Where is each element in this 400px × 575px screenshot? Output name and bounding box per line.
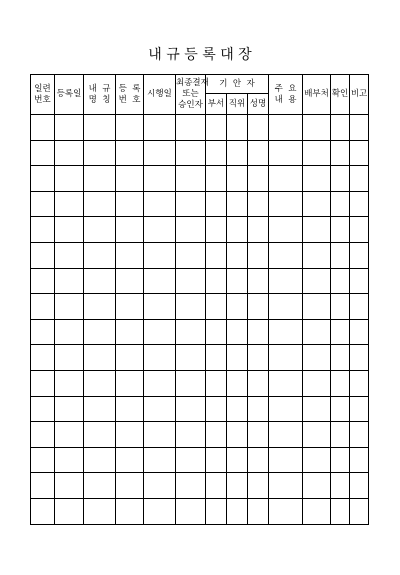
table-cell[interactable] (116, 166, 144, 192)
header-reg-no-line1: 등 록 (118, 83, 141, 94)
table-cell[interactable] (350, 140, 369, 166)
table-cell[interactable] (227, 242, 248, 268)
table-row (31, 217, 369, 243)
table-cell[interactable] (331, 217, 350, 243)
table-cell[interactable] (269, 422, 303, 448)
table-cell[interactable] (303, 268, 331, 294)
table-cell[interactable] (116, 217, 144, 243)
table-cell[interactable] (227, 294, 248, 320)
table-cell[interactable] (31, 268, 55, 294)
table-cell[interactable] (144, 447, 176, 473)
table-cell[interactable] (350, 268, 369, 294)
table-cell[interactable] (116, 447, 144, 473)
register-table (30, 74, 369, 525)
table-row (31, 396, 369, 422)
table-cell[interactable] (144, 473, 176, 499)
table-cell[interactable] (227, 396, 248, 422)
table-cell[interactable] (331, 422, 350, 448)
table-cell[interactable] (248, 319, 269, 345)
table-cell[interactable] (269, 191, 303, 217)
table-cell[interactable] (31, 140, 55, 166)
table-cell[interactable] (144, 294, 176, 320)
header-reg-date: 등록일 (55, 75, 84, 115)
table-cell[interactable] (227, 115, 248, 141)
table-cell[interactable] (84, 166, 116, 192)
table-row (31, 345, 369, 371)
header-drafter-position: 직위 (227, 94, 248, 115)
table-cell[interactable] (116, 242, 144, 268)
header-serial-no-line1: 일련 (34, 83, 51, 94)
table-cell[interactable] (116, 396, 144, 422)
table-cell[interactable] (176, 370, 206, 396)
table-cell[interactable] (176, 242, 206, 268)
table-cell[interactable] (248, 370, 269, 396)
table-cell[interactable] (84, 140, 116, 166)
table-cell[interactable] (176, 115, 206, 141)
table-cell[interactable] (331, 115, 350, 141)
table-cell[interactable] (227, 473, 248, 499)
table-cell[interactable] (176, 396, 206, 422)
table-cell[interactable] (303, 345, 331, 371)
table-cell[interactable] (84, 294, 116, 320)
table-cell[interactable] (144, 217, 176, 243)
table-cell[interactable] (84, 217, 116, 243)
table-cell[interactable] (350, 498, 369, 524)
table-cell[interactable] (331, 370, 350, 396)
table-cell[interactable] (248, 166, 269, 192)
table-cell[interactable] (206, 268, 227, 294)
table-cell[interactable] (248, 242, 269, 268)
table-cell[interactable] (331, 268, 350, 294)
table-cell[interactable] (55, 396, 84, 422)
table-row (31, 115, 369, 141)
table-cell[interactable] (116, 115, 144, 141)
table-cell[interactable] (176, 345, 206, 371)
table-cell[interactable] (350, 217, 369, 243)
table-cell[interactable] (206, 166, 227, 192)
table-cell[interactable] (269, 268, 303, 294)
table-cell[interactable] (144, 191, 176, 217)
table-cell[interactable] (206, 294, 227, 320)
table-cell[interactable] (227, 319, 248, 345)
table-cell[interactable] (331, 345, 350, 371)
table-cell[interactable] (303, 115, 331, 141)
table-cell[interactable] (227, 140, 248, 166)
header-approver-line1: 최종결재 (176, 78, 209, 88)
table-cell[interactable] (55, 473, 84, 499)
table-cell[interactable] (31, 370, 55, 396)
table-cell[interactable] (269, 370, 303, 396)
table-cell[interactable] (84, 191, 116, 217)
table-cell[interactable] (144, 242, 176, 268)
header-approver (176, 75, 209, 115)
table-cell[interactable] (331, 242, 350, 268)
header-drafter-dept: 부서 (206, 94, 227, 115)
table-cell[interactable] (116, 473, 144, 499)
table-cell[interactable] (144, 422, 176, 448)
table-cell[interactable] (206, 242, 227, 268)
table-cell[interactable] (31, 319, 55, 345)
table-cell[interactable] (84, 319, 116, 345)
header-distribution: 배부처 (303, 75, 331, 115)
table-cell[interactable] (303, 396, 331, 422)
table-cell[interactable] (206, 217, 227, 243)
table-row (31, 268, 369, 294)
table-cell[interactable] (331, 498, 350, 524)
table-cell[interactable] (31, 166, 55, 192)
table-cell[interactable] (248, 447, 269, 473)
table-cell[interactable] (350, 345, 369, 371)
table-cell[interactable] (206, 140, 227, 166)
table-cell[interactable] (206, 422, 227, 448)
header-effective-date: 시행일 (144, 75, 176, 115)
table-cell[interactable] (248, 422, 269, 448)
table-cell[interactable] (227, 217, 248, 243)
table-cell[interactable] (31, 473, 55, 499)
table-cell[interactable] (350, 473, 369, 499)
table-cell[interactable] (248, 217, 269, 243)
table-cell[interactable] (31, 294, 55, 320)
table-cell[interactable] (350, 447, 369, 473)
table-cell[interactable] (269, 396, 303, 422)
table-cell[interactable] (55, 294, 84, 320)
table-row (31, 447, 369, 473)
table-cell[interactable] (227, 422, 248, 448)
table-row (31, 498, 369, 524)
table-cell[interactable] (269, 473, 303, 499)
table-cell[interactable] (269, 319, 303, 345)
header-serial-no (31, 75, 55, 115)
table-cell[interactable] (269, 447, 303, 473)
table-cell[interactable] (303, 242, 331, 268)
table-cell[interactable] (55, 217, 84, 243)
table-cell[interactable] (31, 498, 55, 524)
table-cell[interactable] (84, 345, 116, 371)
table-row (31, 473, 369, 499)
table-cell[interactable] (303, 498, 331, 524)
table-cell[interactable] (227, 498, 248, 524)
header-main-content-line2: 내 용 (274, 94, 297, 105)
table-cell[interactable] (84, 115, 116, 141)
table-cell[interactable] (248, 115, 269, 141)
table-cell[interactable] (350, 115, 369, 141)
table-cell[interactable] (206, 473, 227, 499)
table-cell[interactable] (303, 370, 331, 396)
table-cell[interactable] (227, 370, 248, 396)
page-title: 내 규 등 록 대 장 (148, 47, 252, 63)
table-cell[interactable] (84, 396, 116, 422)
table-cell[interactable] (227, 345, 248, 371)
table-cell[interactable] (116, 294, 144, 320)
table-cell[interactable] (116, 140, 144, 166)
table-cell[interactable] (55, 268, 84, 294)
table-cell[interactable] (303, 140, 331, 166)
register-body (31, 115, 369, 525)
table-cell[interactable] (331, 319, 350, 345)
table-cell[interactable] (55, 345, 84, 371)
table-cell[interactable] (303, 217, 331, 243)
table-row (31, 166, 369, 192)
table-cell[interactable] (248, 294, 269, 320)
table-cell[interactable] (84, 268, 116, 294)
table-cell[interactable] (31, 191, 55, 217)
table-cell[interactable] (269, 140, 303, 166)
table-cell[interactable] (176, 217, 206, 243)
table-row (31, 191, 369, 217)
table-cell[interactable] (55, 447, 84, 473)
table-row (31, 294, 369, 320)
table-cell[interactable] (144, 140, 176, 166)
table-cell[interactable] (176, 498, 206, 524)
table-cell[interactable] (144, 498, 176, 524)
table-cell[interactable] (176, 422, 206, 448)
table-cell[interactable] (116, 498, 144, 524)
table-cell[interactable] (144, 370, 176, 396)
table-cell[interactable] (269, 217, 303, 243)
header-rule-name (84, 75, 116, 115)
header-main-content (269, 75, 303, 115)
table-cell[interactable] (303, 422, 331, 448)
table-cell[interactable] (55, 242, 84, 268)
table-cell[interactable] (350, 319, 369, 345)
table-cell[interactable] (350, 294, 369, 320)
table-cell[interactable] (303, 191, 331, 217)
table-cell[interactable] (331, 140, 350, 166)
table-cell[interactable] (144, 345, 176, 371)
table-cell[interactable] (31, 447, 55, 473)
table-cell[interactable] (227, 166, 248, 192)
table-cell[interactable] (31, 345, 55, 371)
header-serial-no-line2: 번호 (34, 94, 51, 105)
table-cell[interactable] (84, 447, 116, 473)
table-cell[interactable] (55, 319, 84, 345)
header-main-content-line1: 주 요 (274, 83, 297, 94)
table-cell[interactable] (176, 166, 206, 192)
table-cell[interactable] (176, 268, 206, 294)
table-cell[interactable] (331, 294, 350, 320)
header-approver-line2: 또는 (182, 89, 199, 99)
table-cell[interactable] (55, 115, 84, 141)
table-cell[interactable] (331, 166, 350, 192)
table-cell[interactable] (269, 345, 303, 371)
table-cell[interactable] (227, 268, 248, 294)
table-cell[interactable] (31, 217, 55, 243)
table-cell[interactable] (84, 473, 116, 499)
table-row (31, 242, 369, 268)
table-cell[interactable] (144, 268, 176, 294)
table-row (31, 422, 369, 448)
table-cell[interactable] (206, 498, 227, 524)
table-cell[interactable] (331, 396, 350, 422)
table-cell[interactable] (144, 115, 176, 141)
table-cell[interactable] (55, 191, 84, 217)
table-cell[interactable] (31, 422, 55, 448)
table-cell[interactable] (303, 294, 331, 320)
table-cell[interactable] (303, 473, 331, 499)
header-confirm: 확인 (331, 75, 350, 115)
table-cell[interactable] (116, 191, 144, 217)
table-cell[interactable] (176, 447, 206, 473)
table-cell[interactable] (350, 422, 369, 448)
table-cell[interactable] (303, 166, 331, 192)
table-cell[interactable] (350, 166, 369, 192)
table-cell[interactable] (206, 345, 227, 371)
table-cell[interactable] (248, 191, 269, 217)
table-cell[interactable] (248, 498, 269, 524)
table-cell[interactable] (350, 191, 369, 217)
table-cell[interactable] (303, 447, 331, 473)
table-row (31, 319, 369, 345)
table-cell[interactable] (31, 396, 55, 422)
table-cell[interactable] (144, 319, 176, 345)
table-cell[interactable] (31, 242, 55, 268)
header-drafter: 기 안 자 (206, 75, 269, 94)
header-rule-name-line2: 명 칭 (88, 94, 111, 105)
table-cell[interactable] (176, 191, 206, 217)
table-cell[interactable] (55, 498, 84, 524)
table-cell[interactable] (303, 319, 331, 345)
table-cell[interactable] (227, 191, 248, 217)
table-cell[interactable] (116, 268, 144, 294)
table-cell[interactable] (31, 115, 55, 141)
table-cell[interactable] (350, 396, 369, 422)
table-cell[interactable] (248, 473, 269, 499)
table-cell[interactable] (206, 319, 227, 345)
table-cell[interactable] (227, 447, 248, 473)
table-cell[interactable] (269, 166, 303, 192)
table-cell[interactable] (331, 447, 350, 473)
table-cell[interactable] (55, 422, 84, 448)
table-cell[interactable] (84, 242, 116, 268)
table-cell[interactable] (269, 294, 303, 320)
table-cell[interactable] (248, 140, 269, 166)
table-cell[interactable] (206, 396, 227, 422)
header-remarks: 비고 (350, 75, 369, 115)
table-cell[interactable] (331, 473, 350, 499)
table-cell[interactable] (55, 166, 84, 192)
table-cell[interactable] (269, 498, 303, 524)
table-cell[interactable] (206, 115, 227, 141)
table-cell[interactable] (331, 191, 350, 217)
header-reg-no (116, 75, 144, 115)
table-row (31, 370, 369, 396)
table-cell[interactable] (176, 140, 206, 166)
table-cell[interactable] (116, 319, 144, 345)
table-cell[interactable] (116, 370, 144, 396)
table-cell[interactable] (116, 422, 144, 448)
table-cell[interactable] (248, 396, 269, 422)
table-cell[interactable] (176, 294, 206, 320)
header-rule-name-line1: 내 규 (88, 83, 111, 94)
table-cell[interactable] (176, 473, 206, 499)
table-cell[interactable] (144, 166, 176, 192)
table-cell[interactable] (84, 498, 116, 524)
table-cell[interactable] (206, 191, 227, 217)
table-cell[interactable] (116, 345, 144, 371)
header-approver-line3: 승인자 (178, 100, 203, 110)
header-reg-no-line2: 번 호 (118, 94, 141, 105)
table-cell[interactable] (84, 370, 116, 396)
table-cell[interactable] (350, 242, 369, 268)
table-cell[interactable] (350, 370, 369, 396)
table-cell[interactable] (269, 115, 303, 141)
table-cell[interactable] (248, 268, 269, 294)
table-cell[interactable] (269, 242, 303, 268)
table-cell[interactable] (176, 319, 206, 345)
table-cell[interactable] (206, 447, 227, 473)
table-cell[interactable] (84, 422, 116, 448)
table-cell[interactable] (55, 370, 84, 396)
table-cell[interactable] (55, 140, 84, 166)
header-drafter-name: 성명 (248, 94, 269, 115)
table-cell[interactable] (144, 396, 176, 422)
table-cell[interactable] (206, 370, 227, 396)
table-row (31, 140, 369, 166)
table-cell[interactable] (248, 345, 269, 371)
